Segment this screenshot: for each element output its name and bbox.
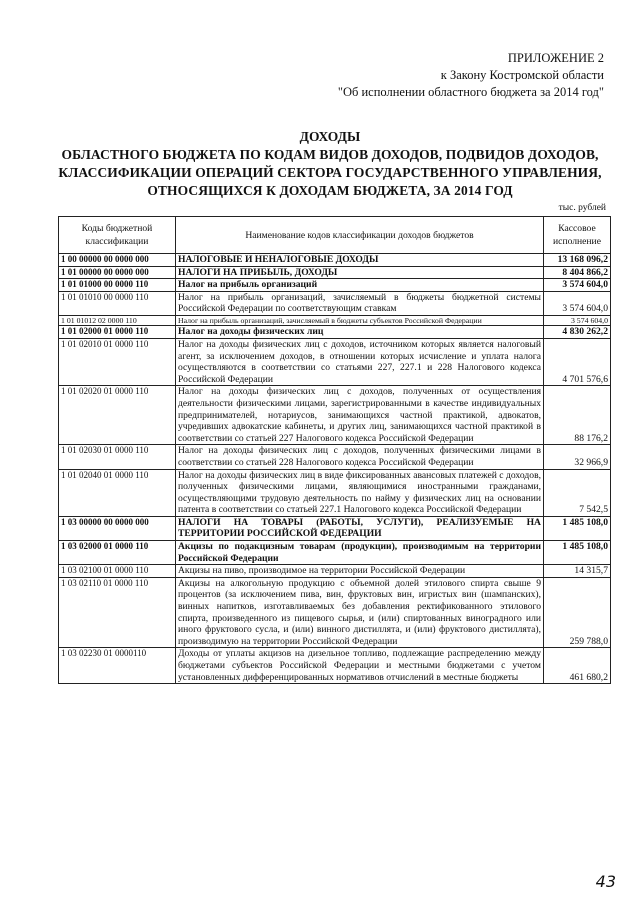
row-name: Акцизы по подакцизным товарам (продукции), производимым на территории Российской Федерации [176,541,544,565]
row-code: 1 01 02040 01 0000 110 [59,469,176,516]
row-name: Налог на прибыль организаций, зачисляемый в бюджеты субъектов Российской Федерации [176,315,544,325]
row-name: Налог на прибыль организаций [176,279,544,292]
row-amount: 1 485 108,0 [544,541,611,565]
document-title [40,128,620,200]
row-name: Налог на доходы физических лиц с доходов, полученных физическими лицами в соответствии со статьей 228 Налогового кодекса Российской Федерации [176,445,544,469]
page-number: 43 [595,872,616,891]
appendix-line-2: к Закону Костромской области [440,68,604,82]
revenue-table [58,216,611,684]
table-row [59,565,611,578]
row-code: 1 01 01012 02 0000 110 [59,315,176,325]
row-name: Доходы от уплаты акцизов на дизельное топливо, подлежащие распределению между бюджетами субъектов Российской Федерации и местными бюджетами с учетом установленных дифференцированных нормативов отчислений в местные бюджеты [176,648,544,684]
row-name: Налог на доходы физических лиц с доходов, полученных от осуществления деятельности физическими лицами, зарегистрированными в качестве индивидуальных предпринимателей, нотариусов, занимающихся частной практикой, адвокатов, учредивших адвокатские кабинеты, и других лиц, занимающихся частной практикой в соответствии со статьей 227 Налогового кодекса Российской Федерации [176,386,544,445]
title-line-1: ДОХОДЫ [299,129,361,144]
row-amount: 4 830 262,2 [544,326,611,339]
appendix-line-3: "Об исполнении областного бюджета за 2014 год" [337,85,604,99]
row-code: 1 03 02000 01 0000 110 [59,541,176,565]
table-row [59,386,611,445]
table-header-row [59,217,611,254]
table-row [59,291,611,315]
row-code: 1 01 02010 01 0000 110 [59,338,176,385]
title-line-2: ОБЛАСТНОГО БЮДЖЕТА ПО КОДАМ ВИДОВ ДОХОДОВ, ПОДВИДОВ ДОХОДОВ, [61,147,599,162]
row-amount: 4 701 576,6 [544,338,611,385]
row-code: 1 03 02100 01 0000 110 [59,565,176,578]
units-label: тыс. рублей [558,203,606,213]
table-row [59,648,611,684]
row-amount: 7 542,5 [544,469,611,516]
row-amount: 3 574 604,0 [544,279,611,292]
row-amount: 3 574 604,0 [544,315,611,325]
table-row [59,516,611,540]
row-code: 1 01 00000 00 0000 000 [59,266,176,279]
table-row [59,577,611,648]
title-line-4: ОТНОСЯЩИХСЯ К ДОХОДАМ БЮДЖЕТА, ЗА 2014 ГОД [147,183,513,198]
row-code: 1 01 01000 00 0000 110 [59,279,176,292]
table-row [59,254,611,267]
header-code: Коды бюджетной классификации [59,217,176,254]
row-amount: 88 176,2 [544,386,611,445]
header-amount: Кассовое исполнение [544,217,611,254]
row-code: 1 01 01010 00 0000 110 [59,291,176,315]
row-amount: 461 680,2 [544,648,611,684]
row-name: НАЛОГОВЫЕ И НЕНАЛОГОВЫЕ ДОХОДЫ [176,254,544,267]
table-row [59,326,611,339]
row-amount: 259 788,0 [544,577,611,648]
row-code: 1 01 02000 01 0000 110 [59,326,176,339]
row-name: Акцизы на пиво, производимое на территории Российской Федерации [176,565,544,578]
row-code: 1 03 02230 01 0000110 [59,648,176,684]
appendix-header [338,50,604,101]
table-row [59,266,611,279]
row-name: НАЛОГИ НА ПРИБЫЛЬ, ДОХОДЫ [176,266,544,279]
row-code: 1 01 02030 01 0000 110 [59,445,176,469]
table-row [59,279,611,292]
row-code: 1 03 00000 00 0000 000 [59,516,176,540]
row-amount: 3 574 604,0 [544,291,611,315]
table-row [59,541,611,565]
row-amount: 32 966,9 [544,445,611,469]
row-amount: 8 404 866,2 [544,266,611,279]
row-name: Налог на прибыль организаций, зачисляемый в бюджеты бюджетной системы Российской Федерации по соответствующим ставкам [176,291,544,315]
appendix-line-1: ПРИЛОЖЕНИЕ 2 [507,51,604,65]
row-amount: 1 485 108,0 [544,516,611,540]
title-line-3: КЛАССИФИКАЦИИ ОПЕРАЦИЙ СЕКТОРА ГОСУДАРСТВЕННОГО УПРАВЛЕНИЯ, [58,165,602,180]
row-name: Налог на доходы физических лиц с доходов, источником которых является налоговый агент, за исключением доходов, в отношении которых исчисление и уплата налога осуществляются в соответствии со статьями 227, 227.1 и 228 Налогового кодекса Российской Федерации [176,338,544,385]
table-row [59,338,611,385]
row-name: Налог на доходы физических лиц [176,326,544,339]
row-code: 1 01 02020 01 0000 110 [59,386,176,445]
row-name: Налог на доходы физических лиц в виде фиксированных авансовых платежей с доходов, полученных физическими лицами, являющимися иностранными гражданами, осуществляющими трудовую деятельность по найму у физических лиц на основании патента в соответствии со статьей 227.1 Налогового кодекса Российской Федерации [176,469,544,516]
row-amount: 13 168 096,2 [544,254,611,267]
table-row [59,445,611,469]
row-amount: 14 315,7 [544,565,611,578]
row-name: НАЛОГИ НА ТОВАРЫ (РАБОТЫ, УСЛУГИ), РЕАЛИЗУЕМЫЕ НА ТЕРРИТОРИИ РОССИЙСКОЙ ФЕДЕРАЦИИ [176,516,544,540]
table-row [59,469,611,516]
row-name: Акцизы на алкогольную продукцию с объемной долей этилового спирта свыше 9 процентов (за исключением пива, вин, фруктовых вин, игристых вин (шампанских), винных напитков, изготавливаемых без добавления ректификованного этилового спирта, произведенного из пищевого сырья, и (или) спиртованных виноградного или иного фруктового сусла, и (или) винного дистиллята, и (или) фруктового дистиллята), производимую на территории Российской Федерации [176,577,544,648]
row-code: 1 00 00000 00 0000 000 [59,254,176,267]
row-code: 1 03 02110 01 0000 110 [59,577,176,648]
table-row [59,315,611,325]
header-name: Наименование кодов классификации доходов бюджетов [176,217,544,254]
